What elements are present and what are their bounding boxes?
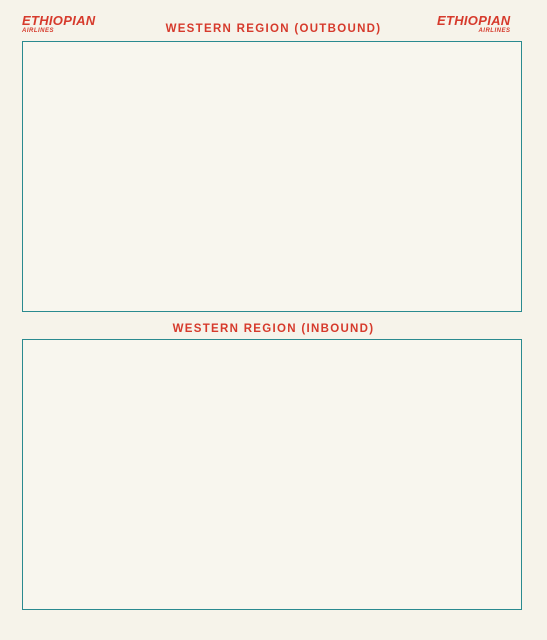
ethiopian-airlines-logo-left: ETHIOPIAN AIRLINES	[22, 13, 96, 34]
inbound-timetable	[22, 339, 522, 610]
inbound-title: WESTERN REGION (INBOUND)	[172, 323, 375, 335]
ethiopian-airlines-logo-right: ETHIOPIAN AIRLINES	[437, 13, 511, 34]
outbound-timetable	[22, 41, 522, 312]
outbound-title: WESTERN REGION (OUTBOUND)	[165, 23, 382, 35]
